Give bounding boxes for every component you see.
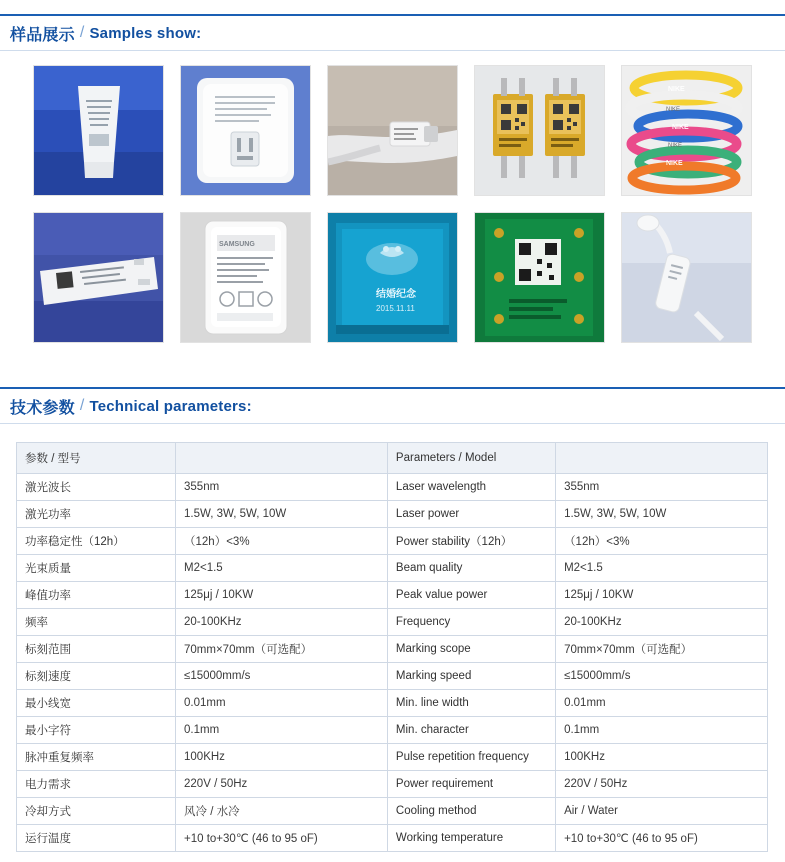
param-name-cn: 激光功率 [17,501,176,528]
page [0,14,785,845]
table-row [17,798,768,825]
param-name-en: Cooling method [387,798,555,825]
param-name-en: Laser wavelength [387,474,555,501]
param-name-en: Laser power [387,501,555,528]
samples-section-heading [0,14,785,51]
param-value-en: 125μj / 10KW [556,582,768,609]
sample-earphone-controller[interactable] [621,212,752,343]
table-header-en-value [556,443,768,474]
param-value-cn: 0.1mm [176,717,388,744]
param-name-en: Marking scope [387,636,555,663]
svg-text:SAMSUNG: SAMSUNG [219,241,255,248]
param-name-cn: 脉冲重复频率 [17,744,176,771]
param-name-en: Peak value power [387,582,555,609]
svg-text:NIKE: NIKE [666,160,683,167]
param-name-cn: 标刻速度 [17,663,176,690]
param-name-en: Working temperature [387,825,555,852]
param-value-cn: 1.5W, 3W, 5W, 10W [176,501,388,528]
samples-row [0,65,785,196]
param-value-cn: 100KHz [176,744,388,771]
param-name-cn: 最小线宽 [17,690,176,717]
sample-samsung-adapter[interactable] [180,212,311,343]
table-row [17,636,768,663]
samples-gallery [0,51,785,363]
svg-text:NIKE: NIKE [668,143,683,149]
sample-qr-coded-modules[interactable] [474,65,605,196]
param-value-en: 1.5W, 3W, 5W, 10W [556,501,768,528]
svg-text:NIKE: NIKE [666,107,681,113]
samples-heading-cn: 样品展示 [10,26,75,44]
param-name-en: Power stability（12h） [387,528,555,555]
table-row [17,717,768,744]
param-name-cn: 冷却方式 [17,798,176,825]
table-row [17,690,768,717]
technical-parameters-table [16,442,768,852]
sample-crystal-engraving[interactable] [327,212,458,343]
sample-pcb-strip-qr[interactable] [33,212,164,343]
param-value-en: 0.1mm [556,717,768,744]
samples-row [0,212,785,343]
param-name-en: Min. character [387,717,555,744]
param-name-cn: 激光波长 [17,474,176,501]
param-name-cn: 电力需求 [17,771,176,798]
param-value-en: 70mm×70mm（可选配） [556,636,768,663]
param-value-en: 20-100KHz [556,609,768,636]
table-row [17,609,768,636]
param-value-cn: ≤15000mm/s [176,663,388,690]
param-value-cn: 0.01mm [176,690,388,717]
table-header-cn-value [176,443,388,474]
samples-heading-en: Samples show: [89,24,202,42]
param-value-cn: M2<1.5 [176,555,388,582]
svg-text:2015.11.11: 2015.11.11 [376,304,415,313]
param-name-en: Frequency [387,609,555,636]
heading-separator: / [79,24,85,41]
param-value-cn: 125μj / 10KW [176,582,388,609]
table-header-en: Parameters / Model [387,443,555,474]
param-value-en: （12h）<3% [556,528,768,555]
param-name-en: Pulse repetition frequency [387,744,555,771]
param-name-cn: 峰值功率 [17,582,176,609]
param-name-cn: 功率稳定性（12h） [17,528,176,555]
param-value-cn: 220V / 50Hz [176,771,388,798]
param-name-cn: 运行温度 [17,825,176,852]
param-value-en: M2<1.5 [556,555,768,582]
table-row [17,582,768,609]
param-name-cn: 标刻范围 [17,636,176,663]
sample-silicone-wristbands[interactable] [621,65,752,196]
param-value-en: 355nm [556,474,768,501]
table-row [17,771,768,798]
param-name-cn: 最小字符 [17,717,176,744]
table-row [17,744,768,771]
param-value-cn: 70mm×70mm（可选配） [176,636,388,663]
svg-text:NIKE: NIKE [672,124,689,131]
param-name-cn: 频率 [17,609,176,636]
table-row [17,501,768,528]
table-row [17,555,768,582]
table-row [17,663,768,690]
heading-separator: / [79,397,85,414]
param-name-en: Min. line width [387,690,555,717]
params-heading-en: Technical parameters: [89,397,252,415]
sample-usb-cable-connector[interactable] [327,65,458,196]
param-value-cn: 20-100KHz [176,609,388,636]
param-value-cn: 风冷 / 水冷 [176,798,388,825]
table-row [17,825,768,852]
param-name-cn: 光束质量 [17,555,176,582]
table-row [17,528,768,555]
params-table-wrapper [0,424,785,852]
param-name-en: Beam quality [387,555,555,582]
svg-text:NIKE: NIKE [668,86,685,93]
param-value-en: 220V / 50Hz [556,771,768,798]
param-value-en: Air / Water [556,798,768,825]
params-heading-cn: 技术参数 [10,399,75,417]
table-header-cn: 参数 / 型号 [17,443,176,474]
param-value-en: ≤15000mm/s [556,663,768,690]
sample-green-pcb-qr[interactable] [474,212,605,343]
param-value-en: 100KHz [556,744,768,771]
param-value-en: 0.01mm [556,690,768,717]
table-row [17,474,768,501]
param-value-cn: 355nm [176,474,388,501]
param-value-en: +10 to+30℃ (46 to 95 oF) [556,825,768,852]
param-value-cn: （12h）<3% [176,528,388,555]
sample-apple-charger-white[interactable] [180,65,311,196]
param-value-cn: +10 to+30℃ (46 to 95 oF) [176,825,388,852]
params-section-heading [0,387,785,424]
param-name-en: Power requirement [387,771,555,798]
table-header-row [17,443,768,474]
param-name-en: Marking speed [387,663,555,690]
sample-plastic-lamp-cover[interactable] [33,65,164,196]
svg-text:结婚纪念: 结婚纪念 [376,289,416,300]
